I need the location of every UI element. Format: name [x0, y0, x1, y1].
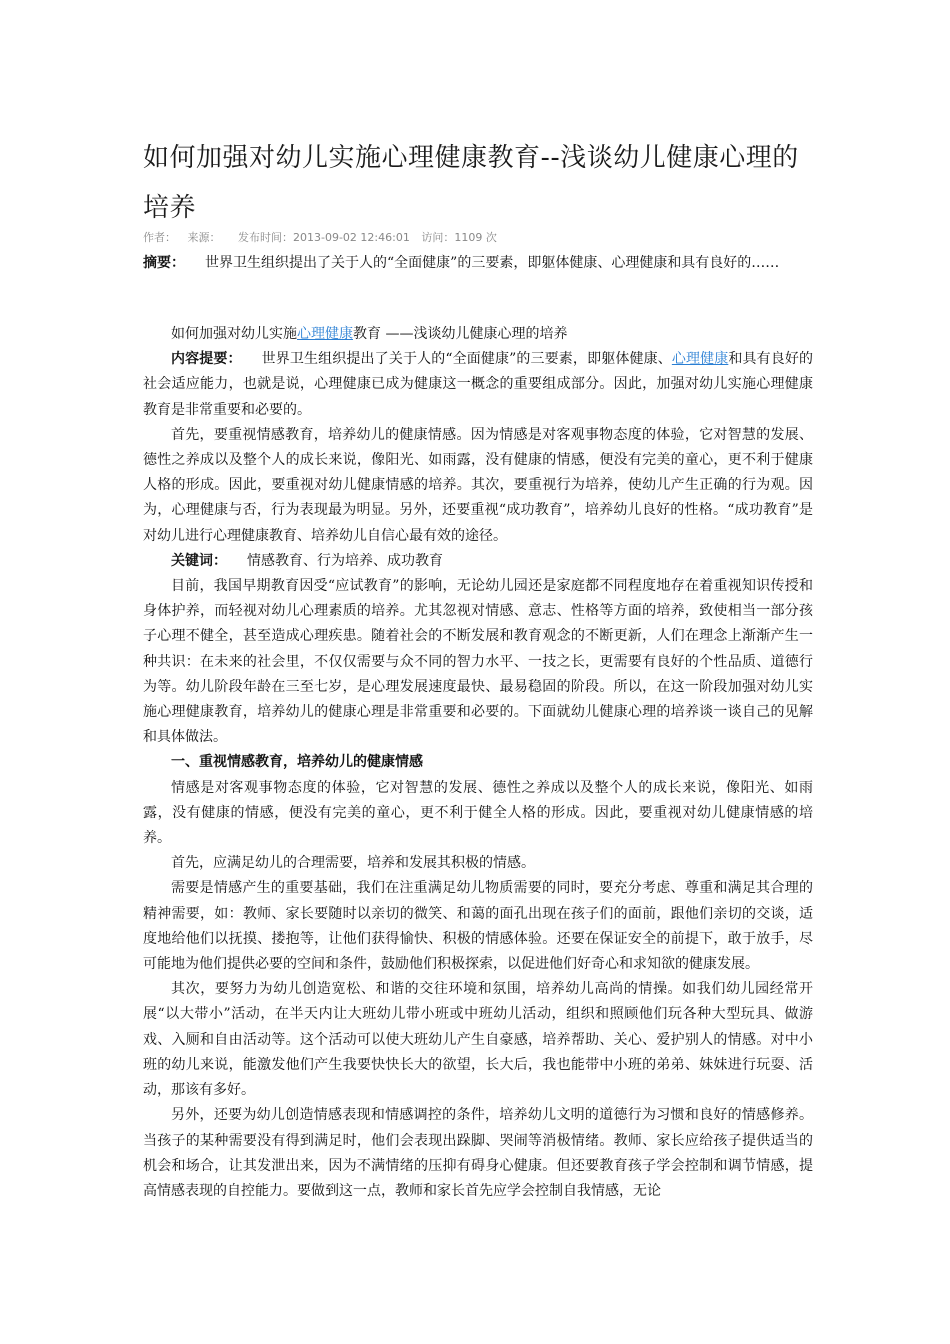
section-1-title: 一、重视情感教育，培养幼儿的健康情感 [171, 754, 423, 771]
article-body [143, 322, 813, 1204]
section-1-paragraph-1: 情感是对客观事物态度的体验，它对智慧的发展、德性之养成以及整个人的成长来说，像阳光、如雨露，没有健康的情感，便没有完美的童心，更不利于健全人格的形成。因此，要重视对幼儿健康情感的培养。 [143, 779, 813, 847]
article-meta [143, 229, 511, 245]
section-1-paragraph-5: 另外，还要为幼儿创造情感表现和情感调控的条件，培养幼儿文明的道德行为习惯和良好的情感修养。当孩子的某种需要没有得到满足时，他们会表现出跺脚、哭闹等消极情绪。教师、家长应给孩子提供适当的机会和场合，让其发泄出来，因为不满情绪的压抑有碍身心健康。但还要教育孩子学会控制和调节情感，提高情感表现的自控能力。要做到这一点，教师和家长首先应学会控制自我情感，无论 [143, 1107, 813, 1199]
abstract-paragraph [143, 347, 813, 423]
intro-paragraph: 目前，我国早期教育因受“应试教育”的影响，无论幼儿园还是家庭都不同程度地存在着重视知识传授和身体护养，而轻视对幼儿心理素质的培养。尤其忽视对情感、意志、性格等方面的培养，致使相当一部分孩子心理不健全，甚至造成心理疾患。随着社会的不断发展和教育观念的不断更新，人们在理念上渐渐产生一种共识：在未来的社会里，不仅仅需要与众不同的智力水平、一技之长，更需要有良好的个性品质、道德行为等。幼儿阶段年龄在三至七岁，是心理发展速度最快、最易稳固的阶段。所以，在这一阶段加强对幼儿实施心理健康教育，培养幼儿的健康心理是非常重要和必要的。下面就幼儿健康心理的培养谈一谈自己的见解和具体做法。 [143, 578, 813, 746]
article-subtitle [143, 322, 813, 347]
subtitle-text-post: 教育 ——浅谈幼儿健康心理的培养 [353, 326, 568, 342]
keywords-label: 关键词： [171, 552, 227, 569]
summary-label: 摘要： [143, 255, 185, 271]
section-1-paragraph-4: 其次，要努力为幼儿创造宽松、和谐的交往环境和氛围，培养幼儿高尚的情操。如我们幼儿园经常开展“以大带小”活动，在半天内让大班幼儿带小班或中班幼儿活动，组织和照顾他们玩各种大型玩具、做游戏、入厕和自由活动等。这个活动可以使大班幼儿产生自豪感，培养帮助、关心、爱护别人的情感。对中小班的幼儿来说，能激发他们产生我要快快长大的欲望，长大后，我也能带中小班的弟弟、妹妹进行玩耍、活动，那该有多好。 [143, 981, 813, 1099]
section-1-paragraph-3: 需要是情感产生的重要基础，我们在注重满足幼儿物质需要的同时，要充分考虑、尊重和满足其合理的精神需要，如：教师、家长要随时以亲切的微笑、和蔼的面孔出现在孩子们的面前，跟他们亲切的交谈，适度地给他们以抚摸、搂抱等，让他们获得愉快、积极的情感体验。还要在保证安全的前提下，敢于放手，尽可能地为他们提供必要的空间和条件，鼓励他们积极探索，以促进他们好奇心和求知欲的健康发展。 [143, 880, 813, 973]
summary-text: 世界卫生组织提出了关于人的“全面健康”的三要素，即躯体健康、心理健康和具有良好的…… [205, 255, 780, 271]
article-title: 如何加强对幼儿实施心理健康教育--浅谈幼儿健康心理的培养 [143, 143, 799, 223]
subtitle-text-pre: 如何加强对幼儿实施 [171, 326, 297, 342]
keywords-text: 情感教育、行为培养、成功教育 [247, 552, 443, 569]
keywords-paragraph [143, 549, 813, 574]
section-1-paragraph-2: 首先，应满足幼儿的合理需要，培养和发展其积极的情感。 [171, 855, 535, 872]
meta-author: 作者： [143, 231, 176, 244]
abstract-label: 内容提要： [171, 351, 242, 368]
abstract-text-post: 和具有良好的社会适应能力，也就是说，心理健康已成为健康这一概念的重要组成部分。因此，加强对幼儿实施心理健康教育是非常重要和必要的。 [143, 351, 814, 418]
meta-source: 来源： [187, 231, 221, 244]
abstract-text-pre: 世界卫生组织提出了关于人的“全面健康”的三要素，即躯体健康、 [261, 351, 672, 368]
article-summary [143, 251, 813, 276]
abstract-paragraph-2: 首先，要重视情感教育，培养幼儿的健康情感。因为情感是对客观事物态度的体验，它对智慧的发展、德性之养成以及整个人的成长来说，像阳光、如雨露，没有健康的情感，便没有完美的童心，更不利于健康人格的形成。因此，要重视对幼儿健康情感的培养。其次，要重视行为培养，使幼儿产生正确的行为观。因为，心理健康与否，行为表现最为明显。另外，还要重视“成功教育”，培养幼儿良好的性格。“成功教育”是对幼儿进行心理健康教育、培养幼儿自信心最有效的途径。 [143, 426, 813, 544]
mental-health-link[interactable]: 心理健康 [297, 326, 353, 342]
meta-visits: 访问：1109 次 [421, 231, 497, 244]
meta-published: 发布时间：2013-09-02 12:46:01 [238, 231, 410, 244]
mental-health-link-2[interactable]: 心理健康 [671, 351, 729, 368]
